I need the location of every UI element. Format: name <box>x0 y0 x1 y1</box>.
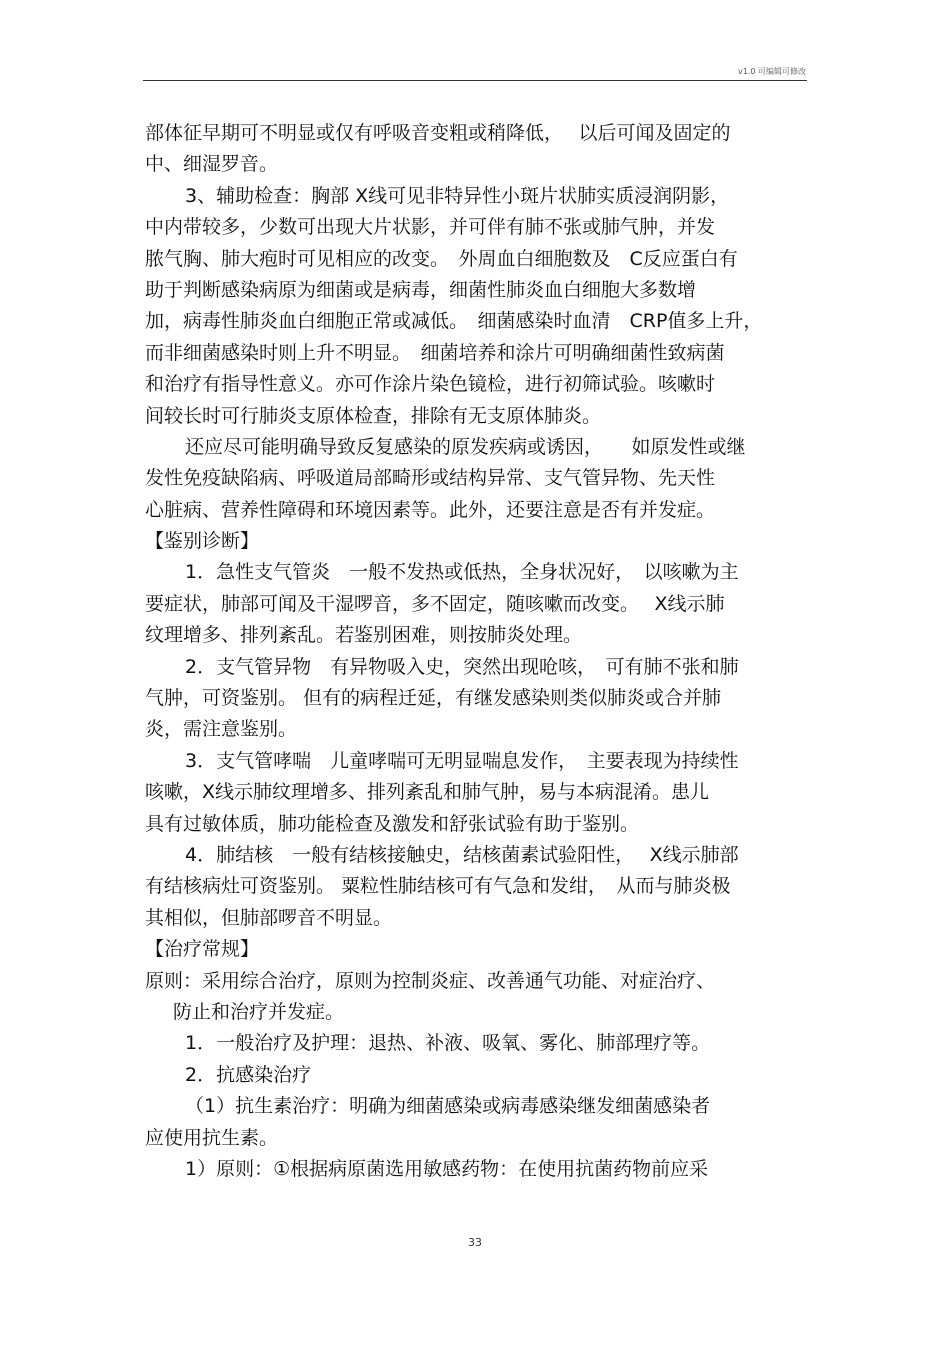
paragraph-line: 防止和治疗并发症。 <box>173 1000 345 1023</box>
paragraph-line: 2．抗感染治疗 <box>185 1063 312 1086</box>
paragraph-line: 原则：采用综合治疗，原则为控制炎症、改善通气功能、对症治疗、 <box>145 969 716 992</box>
paragraph-line: 1．急性支气管炎 一般不发热或低热，全身状况好， 以咳嗽为主 <box>185 561 739 584</box>
paragraph-line: 3、辅助检查：胸部 X线可见非特异性小斑片状肺实质浸润阴影， <box>185 184 730 207</box>
paragraph-line: 部体征早期可不明显或仅有呼吸音变粗或稍降低， 以后可闻及固定的 <box>145 122 731 144</box>
document-body <box>145 118 810 1185</box>
paragraph-line: 要症状，肺部可闻及干湿啰音，多不固定，随咳嗽而改变。 X线示肺 <box>145 592 725 615</box>
paragraph-line: 中内带较多，少数可出现大片状影，并可伴有肺不张或肺气肿，并发 <box>145 216 716 239</box>
paragraph-line: 中、细湿罗音。 <box>145 153 279 176</box>
paragraph-line: 2．支气管异物 有异物吸入史，突然出现呛咳， 可有肺不张和肺 <box>185 655 739 678</box>
paragraph-line: 应使用抗生素。 <box>145 1126 279 1149</box>
paragraph-line: 4．肺结核 一般有结核接触史，结核菌素试验阳性， X线示肺部 <box>185 843 739 866</box>
paragraph-line: 脓气胸、肺大疱时可见相应的改变。 外周血白细胞数及 C反应蛋白有 <box>145 247 738 270</box>
paragraph-line: 有结核病灶可资鉴别。 粟粒性肺结核可有气急和发绀， 从而与肺炎极 <box>145 875 731 898</box>
paragraph-line: 助于判断感染病原为细菌或是病毒，细菌性肺炎血白细胞大多数增 <box>145 278 697 301</box>
paragraph-line: 心脏病、营养性障碍和环境因素等。此外，还要注意是否有并发症。 <box>145 498 716 521</box>
paragraph-line: 而非细菌感染时则上升不明显。 细菌培养和涂片可明确细菌性致病菌 <box>145 341 725 364</box>
paragraph-line: （1）抗生素治疗：明确为细菌感染或病毒感染继发细菌感染者 <box>185 1095 711 1118</box>
paragraph-line: 其相似，但肺部啰音不明显。 <box>145 906 393 929</box>
section-heading: 【治疗常规】 <box>145 938 260 961</box>
paragraph-line: 3．支气管哮喘 儿童哮喘可无明显喘息发作， 主要表现为持续性 <box>185 749 739 772</box>
paragraph-line: 1．一般治疗及护理：退热、补液、吸氧、雾化、肺部理疗等。 <box>185 1032 711 1055</box>
paragraph-line: 1）原则：①根据病原菌选用敏感药物：在使用抗菌药物前应采 <box>185 1157 709 1180</box>
paragraph-line: 气肿，可资鉴别。 但有的病程迁延，有继发感染则类似肺炎或合并肺 <box>145 687 722 710</box>
section-heading: 【鉴别诊断】 <box>145 530 260 553</box>
paragraph-line: 还应尽可能明确导致反复感染的原发疾病或诱因， 如原发性或继 <box>185 435 746 458</box>
paragraph-line: 具有过敏体质，肺功能检查及激发和舒张试验有助于鉴别。 <box>145 812 640 835</box>
paragraph-line: 间较长时可行肺炎支原体检查，排除有无支原体肺炎。 <box>145 404 602 427</box>
paragraph-line: 加，病毒性肺炎血白细胞正常或减低。 细菌感染时血清 CRP值多上升， <box>145 310 763 333</box>
paragraph-line: 纹理增多、排列紊乱。若鉴别困难，则按肺炎处理。 <box>145 624 583 647</box>
page-number: 33 <box>468 1236 482 1249</box>
paragraph-line: 咳嗽，X线示肺纹理增多、排列紊乱和肺气肿，易与本病混淆。患儿 <box>145 781 710 804</box>
header-rule <box>143 80 807 81</box>
paragraph-line: 炎，需注意鉴别。 <box>145 718 298 741</box>
paragraph-line: 发性免疫缺陷病、呼吸道局部畸形或结构异常、支气管异物、先天性 <box>145 467 716 490</box>
paragraph-line: 和治疗有指导性意义。亦可作涂片染色镜检，进行初筛试验。咳嗽时 <box>145 373 716 396</box>
version-tag: v1.0 可编辑可修改 <box>738 67 806 76</box>
